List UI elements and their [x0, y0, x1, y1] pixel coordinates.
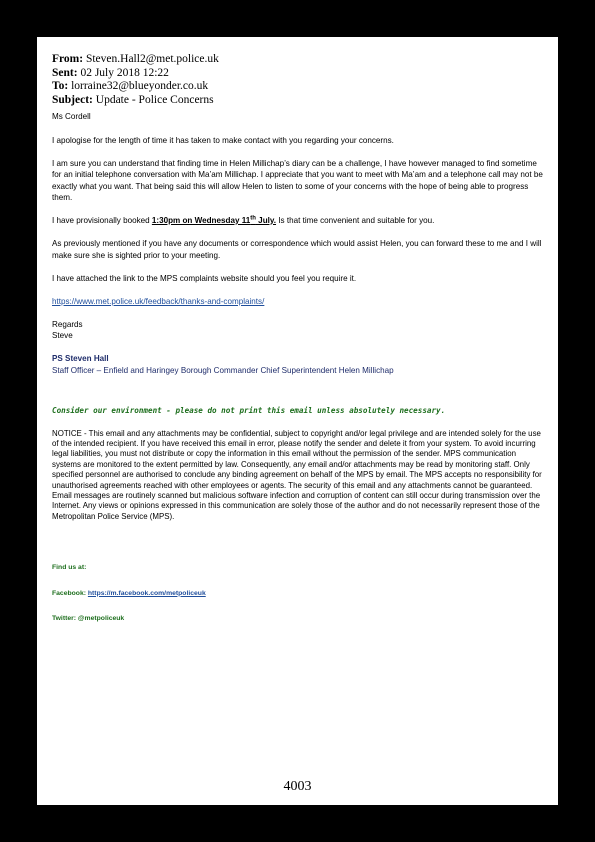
salutation: Ms Cordell	[52, 112, 91, 121]
from-row	[52, 53, 219, 67]
subject-row	[52, 94, 219, 108]
page-number: 4003	[283, 779, 312, 794]
signature-title: Staff Officer – Enfield and Haringey Borough Commander Chief Superintendent Helen Millichap	[52, 365, 394, 375]
facebook-link[interactable]: https://m.facebook.com/metpoliceuk	[87, 589, 206, 597]
regards: Regards	[52, 319, 83, 329]
sent-label: Sent:	[52, 66, 78, 79]
subject-value: Update - Police Concerns	[95, 93, 214, 106]
paragraph-link-intro: I have attached the link to the MPS complaints website should you feel you require it.	[52, 273, 357, 283]
from-label: From:	[52, 53, 84, 65]
document-page	[37, 37, 558, 805]
facebook-label: Facebook:	[52, 589, 88, 597]
booking-time-text: 1:30pm on Wednesday 11	[151, 216, 251, 225]
from-value: Steven.Hall2@met.police.uk	[85, 53, 219, 65]
spacer	[52, 391, 545, 405]
find-us: Find us at:	[52, 564, 87, 572]
sign-off: Steve	[52, 331, 73, 340]
paragraph-booking	[52, 215, 545, 227]
email-body	[52, 111, 545, 639]
paragraph-documents: As previously mentioned if you have any documents or correspondence which would assist Helen, you can forward these to me and I will make sure she is sighted prior to your meeting.	[52, 239, 542, 260]
to-row	[52, 80, 219, 94]
legal-notice: NOTICE - This email and any attachments may be confidential, subject to copyright and/or legal privilege and are intended solely for the use of the intended recipient. If you have received this email in error, please notify the sender and delete it from your system. To avoid incurring legal liabilities, you must not distribute or copy the information in this email without the permission of the sender. MPS communication systems are monitored to the extent permitted by law. Consequently, any email and/or attachments may be read by monitoring staff. Only specified personnel are authorised to conclude any binding agreement on behalf of the MPS by email. The MPS accepts no responsibility for unauthorised agreements reached with other employees or agents. The security of this email and any attachments cannot be guaranteed. Email messages are routinely scanned but malicious software infection and corruption of content can still occur during transmission over the Internet. Any views or opinions expressed in this communication are solely those of the author and do not necessarily represent those of the Metropolitan Police Service (MPS).	[52, 428, 542, 521]
twitter-row: Twitter: @metpoliceuk	[52, 615, 125, 623]
email-header	[52, 53, 219, 107]
paragraph-apology: I apologise for the length of time it has taken to make contact with you regarding your concerns.	[52, 135, 394, 145]
signature-name: PS Steven Hall	[52, 354, 109, 363]
sent-value: 02 July 2018 12:22	[80, 66, 169, 79]
environment-note: Consider our environment - please do not print this email unless absolutely necessary.	[52, 406, 446, 415]
booking-post: Is that time convenient and suitable for you.	[276, 216, 435, 225]
paragraph-diary: I am sure you can understand that finding time in Helen Millichap’s diary can be a challenge, I have however managed to find sometime for an initial telephone conversation with Ma’am Millichap. I appreciate that you want to meet with Ma’am and a telephone call may not be exactly what you want. That being said this will allow Helen to listen to some of your concerns with the hope of being able to progress them.	[52, 158, 543, 202]
to-value: lorraine32@blueyonder.co.uk	[71, 80, 209, 92]
complaints-link[interactable]: https://www.met.police.uk/feedback/thanks-and-complaints/	[52, 296, 265, 306]
facebook-row	[52, 588, 545, 600]
to-label: To:	[52, 80, 69, 92]
booking-time	[152, 216, 276, 225]
sent-row	[52, 67, 219, 81]
subject-label: Subject:	[52, 93, 93, 106]
complaints-link-row	[52, 296, 545, 308]
booking-sup: th	[250, 215, 256, 222]
booking-month: July.	[255, 216, 277, 225]
booking-pre: I have provisionally booked	[52, 216, 152, 225]
